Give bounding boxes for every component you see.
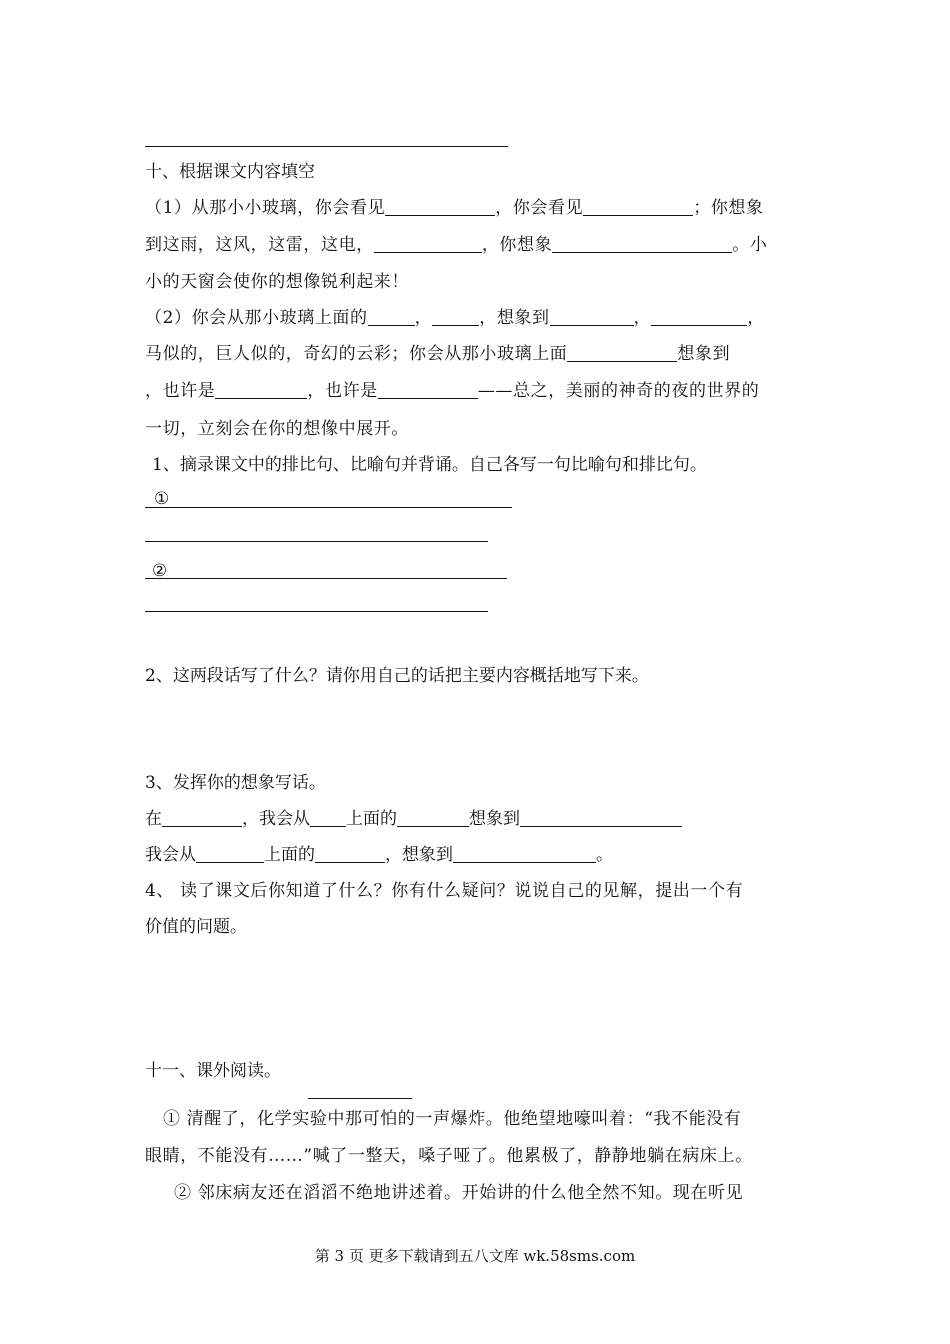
blank[interactable]: [552, 234, 732, 253]
blank[interactable]: [583, 197, 693, 216]
page-footer: 第 3 页 更多下载请到五八文库 wk.58sms.com: [314, 1247, 636, 1265]
answer-line[interactable]: [145, 611, 488, 612]
blank[interactable]: [368, 307, 415, 326]
fill-paragraph-1-line-2: 到这雨，这风，这雷，这电， ，你想象 。小: [145, 235, 768, 255]
blank[interactable]: [385, 197, 495, 216]
top-answer-line: [145, 146, 508, 147]
fill-paragraph-1-line-1: （1）从那小小玻璃，你会看见 ，你会看见 ；你想象: [145, 198, 764, 218]
question-2: 2、这两段话写了什么？请你用自己的话把主要内容概括地写下来。: [145, 666, 649, 686]
blank[interactable]: [162, 808, 242, 827]
blank[interactable]: [397, 808, 469, 827]
fill-paragraph-2-line-3: ，也许是 ，也许是 ——总之，美丽的神奇的夜的世界的: [145, 381, 760, 401]
question-4-line-2: 价值的问题。: [145, 917, 247, 937]
answer-mark-2: ②: [152, 561, 168, 581]
blank[interactable]: [550, 307, 634, 326]
blank[interactable]: [378, 380, 478, 399]
answer-mark-1: ①: [154, 489, 170, 509]
title-blank[interactable]: [308, 1098, 412, 1099]
fill-paragraph-1-line-3: 小的天窗会使你的想像锐利起来！: [145, 272, 409, 292]
blank[interactable]: [453, 844, 596, 863]
blank[interactable]: [567, 343, 677, 362]
reading-paragraph-1-line-1: ① 清醒了，化学实验中那可怕的一声爆炸。他绝望地嚎叫着：“我不能没有: [163, 1109, 742, 1129]
reading-paragraph-1-line-2: 眼睛，不能没有……”喊了一整天，嗓子哑了。他累极了，静静地躺在病床上。: [145, 1146, 753, 1166]
answer-line[interactable]: [145, 507, 512, 508]
answer-line[interactable]: [145, 541, 488, 542]
fill-paragraph-2-line-1: （2）你会从那小玻璃上面的 ， ，想象到 ， ，: [145, 308, 765, 328]
blank[interactable]: [432, 307, 479, 326]
answer-line[interactable]: [145, 578, 507, 579]
question-3-line-2: 我会从 上面的 ，想象到 。: [145, 845, 613, 865]
blank[interactable]: [196, 844, 264, 863]
question-3-line-1: 在 ，我会从 上面的 想象到: [145, 807, 682, 831]
section-10-title: 十、根据课文内容填空: [145, 162, 315, 182]
fill-paragraph-2-line-2: 马似的，巨人似的，奇幻的云彩；你会从那小玻璃上面 想象到: [145, 344, 731, 364]
fill-paragraph-2-line-4: 一切，立刻会在你的想像中展开。: [145, 419, 409, 439]
question-1: 1、摘录课文中的排比句、比喻句并背诵。自己各写一句比喻句和排比句。: [152, 455, 707, 475]
blank[interactable]: [315, 844, 385, 863]
section-11-title: 十一、课外阅读。: [145, 1061, 281, 1081]
blank[interactable]: [374, 234, 482, 253]
question-3: 3、发挥你的想象写话。: [145, 773, 326, 793]
blank[interactable]: [310, 808, 346, 827]
reading-paragraph-2-line-1: ② 邻床病友还在滔滔不绝地讲述着。开始讲的什么他全然不知。现在听见: [174, 1183, 744, 1203]
question-4-line-1: 4、 读了课文后你知道了什么？你有什么疑问？说说自己的见解，提出一个有: [145, 881, 744, 901]
blank[interactable]: [651, 307, 747, 326]
blank[interactable]: [215, 380, 307, 399]
blank[interactable]: [520, 808, 682, 827]
